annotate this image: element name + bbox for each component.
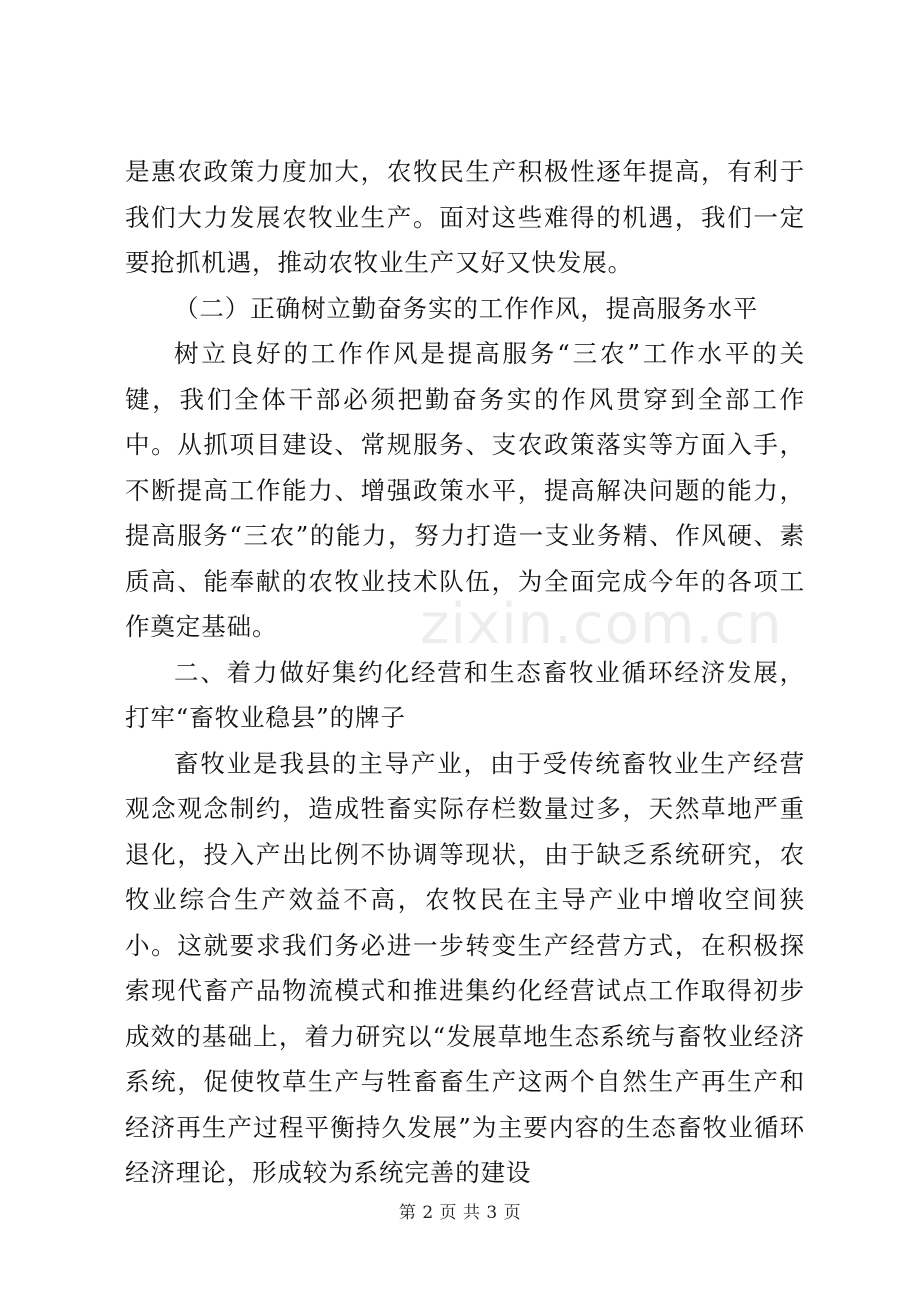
paragraph-continuation: 是惠农政策力度加大，农牧民生产积极性逐年提高，有利于我们大力发展农牧业生产。面对这些难得的机遇，我们一定要抢抓机遇，推动农牧业生产又好又快发展。 xyxy=(125,157,805,277)
section-heading-two: 二、着力做好集约化经营和生态畜牧业循环经济发展，打牢“畜牧业稳县”的牌子 xyxy=(125,657,805,732)
paragraph-animal-husbandry: 畜牧业是我县的主导产业，由于受传统畜牧业生产经营观念观念制约，造成牲畜实际存栏数量过多，天然草地严重退化，投入产出比例不协调等现状，由于缺乏系统研究，农牧业综合生产效益不高，农牧民在主导产业中增收空间狭小。这就要求我们务必进一步转变生产经营方式，在积极探索现代畜产品物流模式和推进集约化经营试点工作取得初步成效的基础上，着力研究以“发展草地生态系统与畜牧业经济系统，促使牧草生产与牲畜畜生产这两个自然生产再生产和经济再生产过程平衡持久发展”为主要内容的生态畜牧业循环经济理论，形成较为系统完善的建设 xyxy=(125,748,805,1187)
section-heading-2: （二）正确树立勤奋务实的工作作风，提高服务水平 xyxy=(174,293,759,323)
paragraph-work-style: 树立良好的工作作风是提高服务“三农”工作水平的关键，我们全体干部必须把勤奋务实的作风贯穿到全部工作中。从抓项目建设、常规服务、支农政策落实等方面入手，不断提高工作能力、增强政策水平，提高解决问题的能力，提高服务“三农”的能力，努力打造一支业务精、作风硬、素质高、能奉献的农牧业技术队伍，为全面完成今年的各项工作奠定基础。 xyxy=(125,339,805,641)
page-footer: 第 2 页 共 3 页 xyxy=(398,1203,522,1223)
watermark: zixin.com.cn xyxy=(420,592,783,657)
document-body xyxy=(125,149,805,1196)
